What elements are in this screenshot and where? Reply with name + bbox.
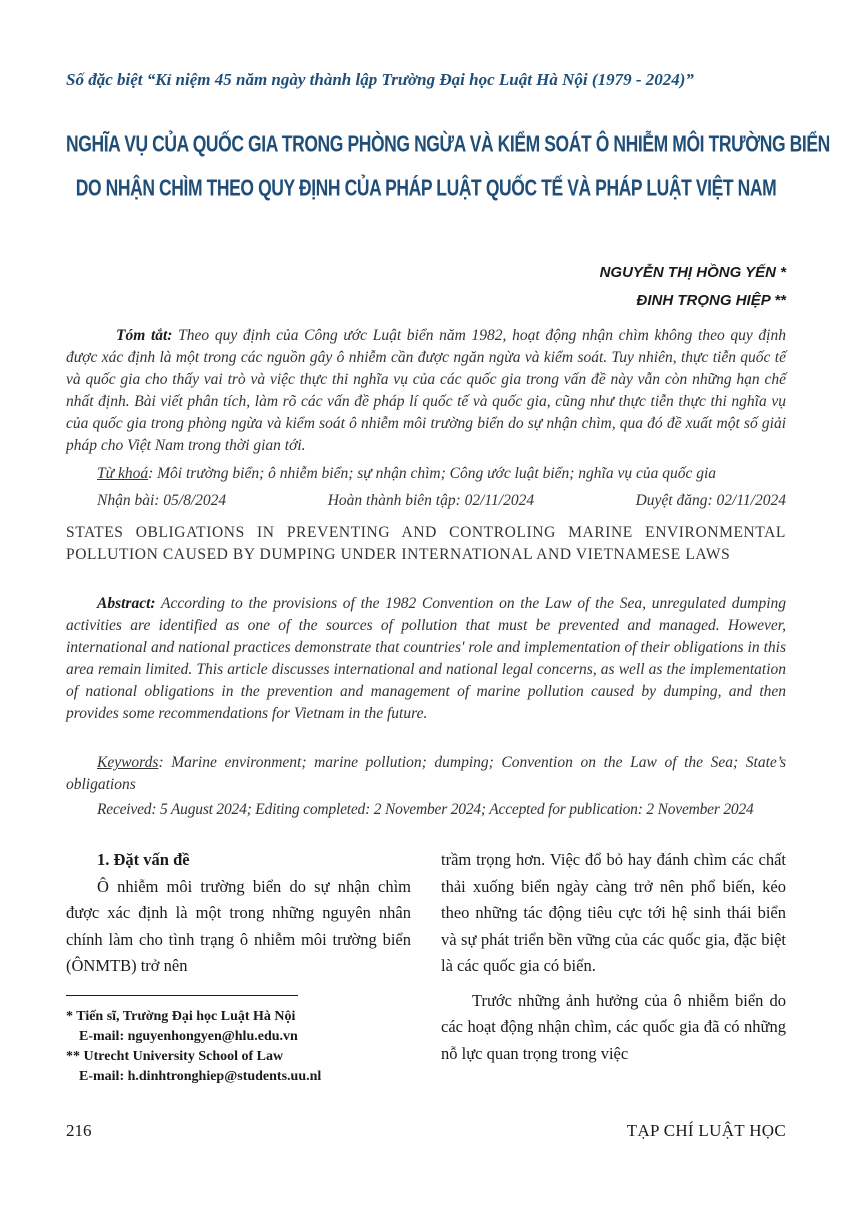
- dates-en: Received: 5 August 2024; Editing completed: 2 November 2024; Accepted for publication: 2 November 2024: [97, 801, 754, 818]
- footnote-2-email: E-mail: h.dinhtronghiep@students.uu.nl: [79, 1069, 322, 1084]
- keywords-label-vi: Từ khoá: [97, 465, 149, 482]
- abstract-label-vi: Tóm tắt:: [116, 327, 173, 344]
- special-issue-header: Số đặc biệt “Kỉ niệm 45 năm ngày thành lập Trường Đại học Luật Hà Nội (1979 - 2024)”: [66, 70, 694, 89]
- keywords-vi: [97, 465, 716, 483]
- section-heading: 1. Đặt vấn đề: [97, 850, 190, 869]
- page-number: 216: [66, 1121, 92, 1140]
- abstract-label-en: Abstract:: [97, 595, 156, 612]
- footnotes: [66, 1007, 321, 1087]
- keywords-en: [66, 752, 786, 796]
- footnote-2: ** Utrecht University School of Law: [66, 1049, 284, 1064]
- english-abstract: [66, 593, 786, 725]
- footnote-divider: [66, 995, 298, 996]
- author-1: NGUYỄN THỊ HỒNG YẾN *: [599, 264, 786, 281]
- received-date-vi: Nhận bài: 05/8/2024: [97, 492, 227, 509]
- accepted-date-vi: Duyệt đăng: 02/11/2024: [635, 492, 786, 509]
- article-title-line-1: NGHĨA VỤ CỦA QUỐC GIA TRONG PHÒNG NGỪA VÀ KIỂM SOÁT Ô NHIỄM MÔI TRƯỜNG BIỂN: [66, 130, 830, 157]
- body-right-column: [441, 847, 786, 1067]
- body-left-column: [66, 847, 411, 980]
- keywords-label-en: Keywords: [97, 754, 159, 771]
- vietnamese-abstract: [66, 325, 786, 457]
- body-paragraph: Trước những ảnh hưởng của ô nhiễm biển do các hoạt động nhận chìm, các quốc gia đã có những nỗ lực quan trọng trong việc: [441, 990, 786, 1063]
- abstract-text-en: According to the provisions of the 1982 Convention on the Law of the Sea, unregulated dumping activities are identified as one of the sources of pollution that must be prevented and managed. However, international and national practices demonstrate that countries' role and implementation of their obligations in this area remain limited. This article discusses international and national legal concerns, as well as the implementation of national obligations in the prevention and management of marine pollution caused by dumping, and then provides some recommendations for Vietnam in the future.: [66, 595, 786, 722]
- footnote-1-email: E-mail: nguyenhongyen@hlu.edu.vn: [79, 1029, 298, 1044]
- article-title-line-2: DO NHẬN CHÌM THEO QUY ĐỊNH CỦA PHÁP LUẬT QUỐC TẾ VÀ PHÁP LUẬT VIỆT NAM: [75, 174, 777, 201]
- body-paragraph: Ô nhiễm môi trường biển do sự nhận chìm được xác định là một trong những nguyên nhân chính làm cho tình trạng ô nhiễm môi trường biển (ÔNMTB) trở nên: [66, 876, 411, 975]
- keywords-text-en: : Marine environment; marine pollution; dumping; Convention on the Law of the Sea; State’s obligations: [66, 754, 786, 793]
- keywords-text-vi: : Môi trường biển; ô nhiễm biển; sự nhận chìm; Công ước luật biển; nghĩa vụ của quốc gia: [148, 465, 717, 482]
- footnote-1: * Tiến sĩ, Trường Đại học Luật Hà Nội: [66, 1009, 296, 1024]
- body-paragraph: trầm trọng hơn. Việc đổ bỏ hay đánh chìm các chất thải xuống biển ngày càng trở nên phổ biến, kéo theo những tác động tiêu cực tới hệ sinh thái biển và sự phát triển bền vững của các quốc gia, đặc biệt là các quốc gia có biển.: [441, 850, 786, 975]
- author-2: ĐINH TRỌNG HIỆP **: [636, 292, 786, 309]
- dates-vi: [97, 492, 786, 510]
- english-title: STATES OBLIGATIONS IN PREVENTING AND CONTROLING MARINE ENVIRONMENTAL POLLUTION CAUSED BY DUMPING UNDER INTERNATIONAL AND VIETNAMESE LAWS: [66, 524, 786, 563]
- edited-date-vi: Hoàn thành biên tập: 02/11/2024: [327, 492, 535, 509]
- journal-name: TẠP CHÍ LUẬT HỌC: [626, 1121, 786, 1140]
- abstract-text-vi: Theo quy định của Công ước Luật biển năm 1982, hoạt động nhận chìm không theo quy định được xác định là một trong các nguồn gây ô nhiễm cần được ngăn ngừa và kiểm soát. Tuy nhiên, thực tiễn quốc tế và quốc gia cho thấy vai trò và việc thực thi nghĩa vụ của các quốc gia trong vấn đề này vẫn còn những hạn chế nhất định. Bài viết phân tích, làm rõ các vấn đề pháp lí quốc tế và quốc gia, cũng như thực tiễn thực thi nghĩa vụ của quốc gia trong phòng ngừa và kiểm soát ô nhiễm môi trường biển do sự nhận chìm, qua đó đề xuất một số giải pháp cho Việt Nam trong thời gian tới.: [66, 327, 786, 454]
